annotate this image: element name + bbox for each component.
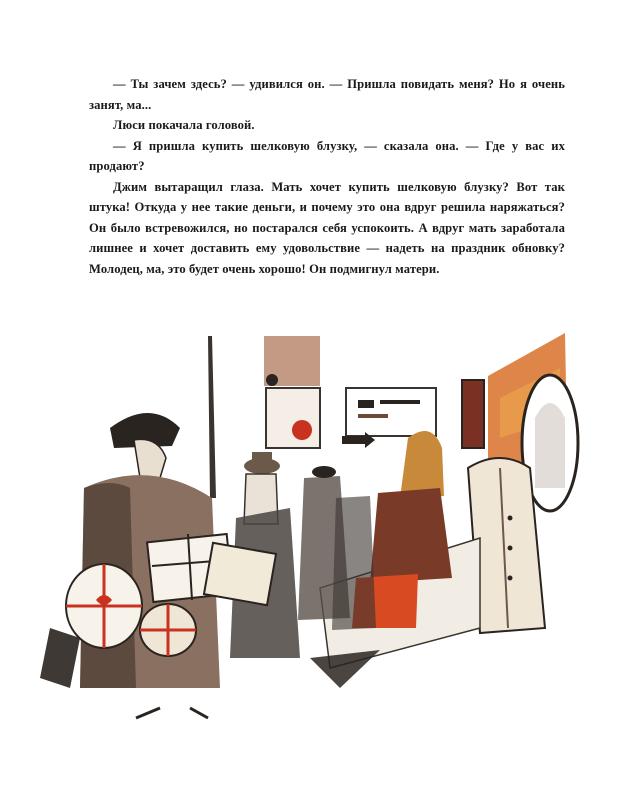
- page-text: [89, 74, 565, 279]
- wall-cabinet: [462, 380, 484, 448]
- paragraph-1: — Ты зачем здесь? — удивился он. — Пришла повидать меня? Но я очень занят, ма...: [89, 77, 565, 112]
- store-scene-illustration: [40, 328, 580, 728]
- lamp-red: [292, 420, 312, 440]
- paragraph-4: Джим вытаращил глаза. Мать хочет купить шелковую блузку? Вот так штука! Откуда у нее такие деньги, и почему это она вдруг решила наряжаться? Он было встревожился, но постарался себя успокоить. А вдруг мать заработала лишнее и хочет доставить ему удовольствие — надеть на праздник обновку? Молодец, ма, это будет очень хорошо! Он подмигнул матери.: [89, 179, 565, 276]
- parcel-box-2: [204, 543, 276, 605]
- assistant-dress: [370, 488, 452, 583]
- price-board: [346, 388, 436, 436]
- paragraph-2: Люси покачала головой.: [113, 118, 255, 132]
- paragraph-3: — Я пришла купить шелковую блузку, — сказала она. — Где у вас их продают?: [89, 138, 565, 173]
- lamp-dark: [266, 374, 278, 386]
